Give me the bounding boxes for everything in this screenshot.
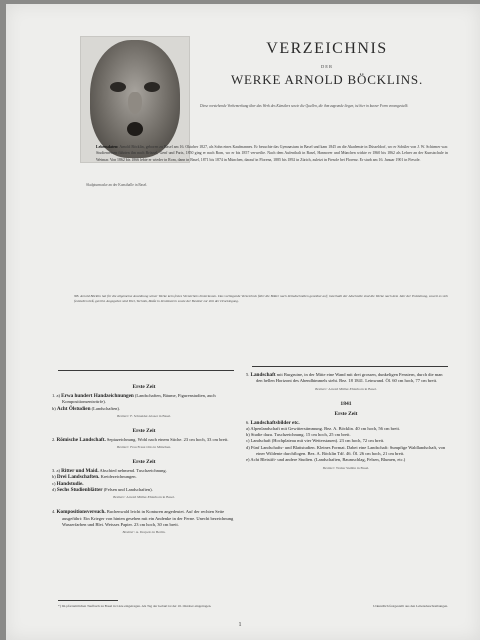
owner-line <box>246 387 446 392</box>
owner-label: Besitzer: <box>116 445 130 450</box>
mask-mouth <box>127 122 143 136</box>
left-section-2 <box>52 428 236 450</box>
mask-left-eye <box>110 82 126 92</box>
entry-description: Abschied nehmend. Tuschzeichnung. <box>98 468 167 474</box>
catalogue-entry <box>52 509 236 528</box>
entry-description: Buchenwald leicht in Konturen angedeutet. Auf der rechten Seite ausgeführt: Ein Krieger von hinten gesehen mit ein Andenke in der Ferne. Unecht bezeichnung Wasserfarben und Blei. Weisses Papier. 23 cm hoch, 30 cm breit. <box>62 509 234 527</box>
entry-number: 3. <box>52 468 56 474</box>
entry-number: 5. <box>246 372 250 377</box>
mask-nose <box>128 92 142 114</box>
right-section-1 <box>246 372 446 392</box>
page-subtitle: WERKE ARNOLD BÖCKLINS. <box>230 72 423 87</box>
page-number: 1 <box>238 622 242 628</box>
period-heading: Erste Zeit <box>132 427 156 434</box>
page-title: VERZEICHNIS <box>266 40 388 57</box>
entry-title: Landschaftsbilder etc. <box>250 419 300 426</box>
entry-sub: b) <box>52 405 56 411</box>
owner-label: Besitzer: <box>122 530 135 535</box>
entry-sub: c) <box>246 438 250 444</box>
footnote <box>58 604 448 609</box>
owner-label: Besitzer: <box>322 465 336 470</box>
biography-paragraph <box>96 144 448 163</box>
entry-title: Sechs Studienblätter <box>56 487 103 494</box>
entry-number: 2. <box>52 436 56 442</box>
catalogue-entry <box>52 437 236 443</box>
document-page <box>6 4 480 640</box>
catalogue-right-column <box>246 372 446 480</box>
owner-name: Arnold Müller-Ehlerhorn in Basel. <box>125 495 175 500</box>
plate-caption: Skulpturmaske an der Kunsthalle in Basel. <box>86 183 148 187</box>
owner-name: A. Dorpelo in Berlin. <box>134 530 166 535</box>
left-column-rule <box>58 370 234 371</box>
entry-sub: b) <box>52 474 56 480</box>
catalogue-entry <box>246 372 446 385</box>
entry-sub: d) <box>52 487 56 493</box>
owner-label: Besitzer: <box>116 413 130 418</box>
entry-sub: b) <box>246 432 250 438</box>
sculpture-mask-image <box>90 40 180 158</box>
entry-title: Ritter und Maid. <box>61 468 99 475</box>
period-heading: Erste Zeit <box>132 459 156 466</box>
entry-description: (Landschaften, Bäume, Figurenstudien, auch Kompositionsentwürfe). <box>62 393 216 405</box>
right-column-rule <box>252 366 448 367</box>
owner-label: Besitzer: <box>315 386 328 391</box>
entry-sub: a) <box>56 393 60 398</box>
editorial-note: NB. Arnold Böcklin hat für die allgemeine Anordnung seiner Werke kein festes Verzeichnis hinterlassen. Das vorliegende Verzeichnis führt die Bilder nach Zeitabschnitten geordnet auf; innerhalb der Abschnitte sind die Werke nach dem Jahr der Entstehung, soweit es sich feststellen ließ, gereiht. Angegeben sind Titel, Technik, Maße in Zentimetern sowie der Besitzer zur Zeit der Drucklegung. <box>74 294 448 304</box>
entry-title: Römische Landschaft. <box>56 436 106 443</box>
owner-name: Frau Frauz Otto in München. <box>129 445 172 450</box>
entry-description: (Landschaften). <box>90 405 120 411</box>
owner-line <box>52 495 236 500</box>
entry-description: Landschaft (Hochplateau mit vier Wetterstauen). 23 cm hoch, 72 cm breit. <box>250 438 385 444</box>
footnote-rule <box>58 600 118 601</box>
owner-name: F. Schneider-Glaser in Basel. <box>129 413 172 418</box>
entry-title: Acht Ölstudien <box>56 405 91 412</box>
owner-line <box>52 414 236 419</box>
period-heading: Erste Zeit <box>132 384 156 390</box>
entry-description: Fünf Landschafts- und Blattstudien. Kleines Format. Dabei eine Landschaft: Sumpfige Waldlandschaft, von einer Wildente durchflogen. Bez. A. Böcklin Tdf. 46. Öl. 26 cm hoch, 21 cm breit. <box>250 444 446 457</box>
entry-description: Kreidezeichnungen. <box>99 474 137 480</box>
owner-name: Arnold Müller-Ehlerhorn in Basel. <box>327 386 377 391</box>
entry-description: Studie dazu. Tuschzeichnung. 15 cm hoch, 25 cm breit. <box>250 432 351 438</box>
title-der: DER <box>321 64 333 69</box>
catalogue-left-column <box>52 380 236 544</box>
footnote-right: Urkundlich festgestellt aus den Lebensbeschreibungen. <box>373 604 448 608</box>
entry-sub: e) <box>246 457 250 463</box>
catalogue-entry <box>246 445 446 458</box>
owner-label: Besitzer: <box>113 495 126 500</box>
entry-sub: a) <box>56 468 60 474</box>
entry-sub: a) <box>246 425 250 431</box>
entry-number: 6. <box>246 419 250 425</box>
entry-title: Kompositionsversuch. <box>56 509 106 516</box>
right-section-2 <box>246 411 446 471</box>
mask-right-eye <box>144 82 160 92</box>
entry-description: Alpenlandschaft mit Gewitterstimmung. Bez. A. Böcklin. 40 cm hoch, 56 cm breit. <box>250 425 400 431</box>
catalogue-entry <box>246 457 446 463</box>
left-section-3 <box>52 459 236 500</box>
owner-line <box>52 445 236 450</box>
catalogue-entry <box>52 406 236 412</box>
entry-title: Handstudie. <box>56 480 84 487</box>
entry-number: 1. <box>52 393 56 398</box>
biography-text: Arnold Böcklin, geboren zu Basel am 16. Oktober 1827, als Sohn eines Kaufmannes. Er besuchte das Gymnasium in Basel und kam 1845 an die Akademie in Düsseldorf, wo er Schüler von J. W. Schirmer war. Studienreisen führten ihn nach Brüssel, Genf und Paris, 1850 ging er nach Rom, wo er bis 1857 verweilte. Nach dem Aufenthalt in Basel, Hannover und München wirkte er 1860 bis 1862 als Lehrer an der Kunstschule in Weimar. Von 1862 bis 1866 lebte er wieder in Rom, dann in Basel, 1871 bis 1874 in München, darauf in Florenz, 1885 bis 1892 in Zürich, zuletzt in Fiesole bei Florenz. Er starb am 16. Januar 1901 in Fiesole. <box>96 145 448 162</box>
entry-number: 4. <box>52 509 56 515</box>
year-heading: 1841 <box>340 400 352 407</box>
catalogue-entry <box>52 487 236 493</box>
left-section-1 <box>52 384 236 419</box>
entry-description: (Felsen und Landschaften). <box>102 487 153 493</box>
entry-sub: d) <box>246 444 250 450</box>
footnote-left: *) Im pfarramtlichen Taufbuch zu Basel in Liste eingetragen. Als Tag der Geburt ist der 16. Oktober eingetragen. <box>58 604 212 608</box>
intro-paragraph: Diese vorstehende Vorbemerkung über das Werk des Künstlers sowie die Quellen, die ihm zugrunde liegen, ist hier in kurzer Form vorangestellt. <box>200 104 409 108</box>
entry-title: Erwa hundert Handzeichnungen <box>61 393 134 399</box>
entry-sub: c) <box>52 480 56 486</box>
left-section-4 <box>52 509 236 535</box>
entry-description: Acht Bleistift- und andere Studien. (Landschaften, Baumschlag, Felsen, Blumen, etc.) <box>250 457 406 463</box>
biography-lead: Lebensdaten: <box>96 145 119 149</box>
catalogue-entry <box>52 393 236 406</box>
period-heading: Erste Zeit <box>334 410 358 417</box>
entry-description: Sepiazeichnung. Wohl nach einem Stiche. 23 cm hoch, 33 cm breit. <box>105 436 229 442</box>
owner-line <box>52 530 236 535</box>
entry-title: Landschaft <box>250 372 276 378</box>
owner-line <box>246 466 446 471</box>
entry-title: Drei Landschaften. <box>56 474 100 481</box>
owner-name: Walter Stehlin in Basel. <box>335 465 370 470</box>
entry-description: mit Burgruine, in der Mitte eine Wand mit drei grossen, dunkeligen Fenstern, durch die man den hellen Horizont des Abendhimmels sieht. Bez. 18 1841. Leinwand. Öl. 60 cm hoch, 77 cm breit. <box>256 372 443 384</box>
